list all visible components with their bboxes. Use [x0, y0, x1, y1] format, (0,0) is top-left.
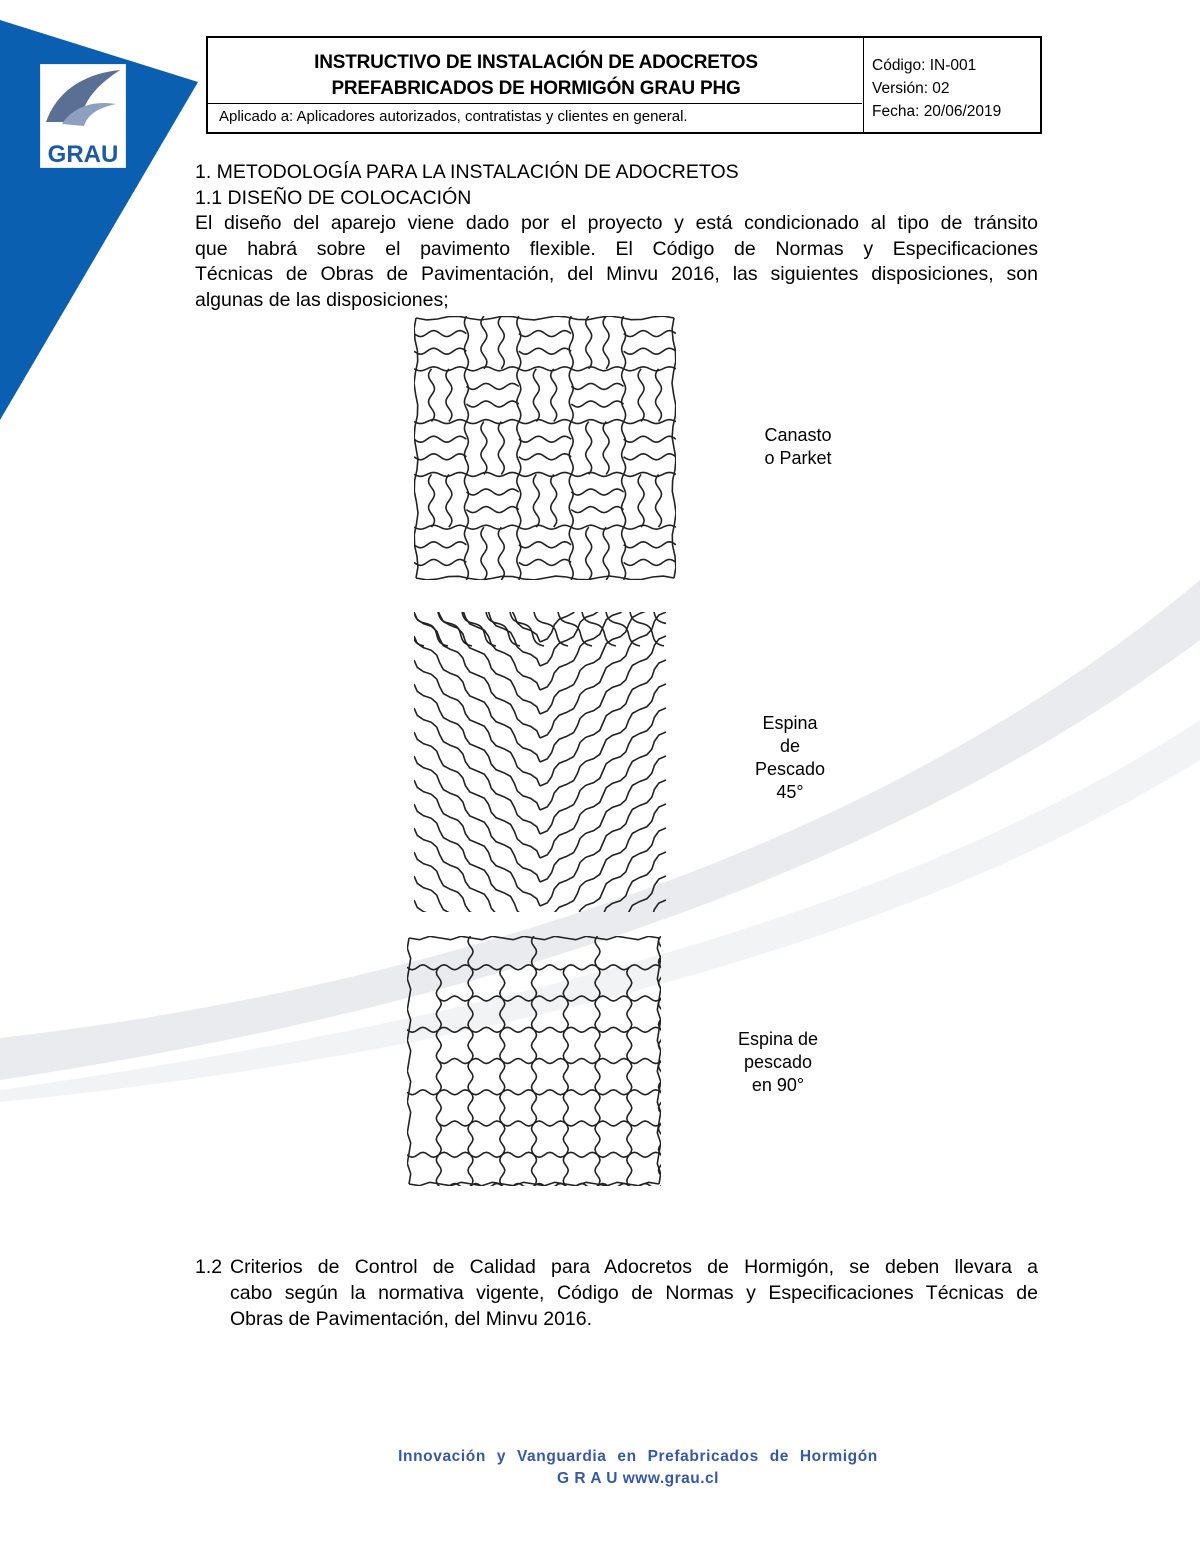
paver-joint-line — [519, 420, 571, 424]
paver-joint-line — [624, 559, 676, 565]
paver-joint-line — [571, 401, 623, 407]
section-number: 1.2 — [195, 1256, 223, 1278]
paver-joint-line — [571, 367, 623, 371]
paver-joint-line — [414, 367, 466, 371]
document-title-line-2: PREFABRICADOS DE HORMIGÓN GRAU PHG — [331, 78, 741, 99]
paver-joint-line — [466, 525, 518, 529]
paver-joint-line — [624, 348, 676, 354]
paver-joint-line — [468, 999, 473, 1062]
paver-joint-line — [481, 422, 487, 475]
paver-joint-line — [622, 369, 626, 422]
paver-joint-line — [517, 369, 521, 422]
paver-joint-line — [414, 542, 466, 548]
paver-joint-line — [519, 559, 571, 565]
paver-joint-line — [595, 999, 600, 1062]
paver-joint-line — [517, 422, 521, 475]
paver-joint-line — [466, 383, 518, 389]
paver-joint-line — [468, 1061, 473, 1124]
paver-joint-line — [519, 542, 571, 548]
basketweave-pattern-icon — [414, 316, 676, 580]
paver-joint-line — [569, 474, 573, 527]
paver-joint-line — [540, 708, 666, 834]
paver-joint-line — [414, 876, 540, 912]
paver-joint-line — [629, 1059, 661, 1064]
paver-joint-line — [414, 559, 466, 565]
paver-joint-line — [624, 420, 676, 424]
paver-joint-line — [466, 367, 518, 371]
paver-joint-line — [532, 1124, 537, 1187]
paver-joint-line — [622, 422, 626, 475]
paver-joint-line — [414, 900, 540, 912]
paver-joint-line — [438, 612, 472, 646]
paver-joint-line — [624, 454, 676, 460]
document-meta-cell — [872, 54, 1001, 123]
paver-joint-line — [466, 507, 518, 513]
paver-joint-line — [571, 525, 623, 529]
paver-joint-line — [519, 525, 571, 529]
paver-joint-line — [466, 420, 518, 424]
paver-joint-line — [540, 636, 666, 762]
paver-joint-line — [603, 422, 609, 475]
paver-joint-line — [414, 454, 466, 460]
paver-joint-line — [466, 489, 518, 495]
pattern-label-espina-45: Espina de Pescado 45° — [754, 713, 826, 802]
paver-joint-line — [502, 1121, 566, 1126]
paver-joint-line — [502, 1059, 566, 1064]
paragraph-line: cabo según la normativa vigente, Código de Normas y Especificaciones Técnicas de — [230, 1282, 1038, 1304]
paver-joint-line — [569, 527, 573, 580]
paver-joint-line — [446, 474, 452, 527]
paver-joint-line — [624, 472, 676, 476]
paver-joint-line — [468, 936, 473, 999]
paver-joint-line — [481, 316, 487, 369]
paver-joint-line — [416, 316, 674, 320]
paver-joint-line — [540, 660, 666, 786]
paver-joint-line — [407, 938, 410, 1184]
paver-joint-line — [466, 472, 518, 476]
paver-joint-line — [464, 316, 468, 369]
paver-joint-line — [603, 527, 609, 580]
paver-joint-line — [502, 996, 566, 1001]
paver-joint-line — [551, 474, 557, 527]
paver-joint-line — [595, 1061, 600, 1124]
paver-joint-line — [414, 436, 466, 442]
paver-joint-line — [446, 369, 452, 422]
paver-joint-line — [500, 1155, 505, 1186]
paver-joint-line — [540, 684, 666, 810]
paver-joint-line — [571, 472, 623, 476]
paver-joint-line — [519, 348, 571, 354]
paver-joint-line — [498, 422, 504, 475]
header-title-cell — [208, 38, 864, 132]
paver-joint-line — [624, 542, 676, 548]
paver-joint-line — [517, 474, 521, 527]
paver-joint-line — [532, 999, 537, 1062]
paver-joint-line — [624, 331, 676, 337]
paver-joint-line — [429, 474, 435, 527]
applied-to-row: Aplicado a: Aplicadores autorizados, contratistas y clientes en general. — [208, 103, 862, 132]
paver-joint-line — [540, 852, 666, 912]
paver-joint-line — [519, 472, 571, 476]
paver-joint-line — [517, 527, 521, 580]
paver-joint-line — [629, 1121, 661, 1126]
paver-joint-line — [532, 1061, 537, 1124]
paver-joint-line — [414, 348, 466, 354]
paver-joint-line — [586, 316, 592, 369]
document-code: Código: IN-001 — [872, 57, 977, 74]
logo-text: GRAU — [47, 141, 119, 168]
paver-joint-line — [532, 936, 537, 999]
paver-joint-line — [439, 1059, 503, 1064]
paver-joint-line — [569, 316, 573, 369]
paver-joint-line — [540, 732, 666, 858]
herringbone-90-pattern-icon — [407, 936, 661, 1186]
paver-joint-line — [551, 369, 557, 422]
paver-joint-line — [672, 318, 676, 578]
paver-joint-line — [533, 369, 539, 422]
document-date: Fecha: 20/06/2019 — [872, 103, 1002, 120]
paver-joint-line — [622, 474, 626, 527]
paragraph-line: Criterios de Control de Calidad para Adocretos de Hormigón, se deben llevara a — [230, 1256, 1038, 1278]
paver-joint-line — [414, 472, 466, 476]
paragraph-line: algunas de las disposiciones; — [195, 288, 449, 311]
paver-joint-line — [414, 612, 540, 666]
paver-joint-line — [466, 401, 518, 407]
paragraph-line: El diseño del aparejo viene dado por el proyecto y está condicionado al tipo de tránsito — [195, 212, 1038, 234]
paver-joint-line — [566, 1121, 630, 1126]
paver-joint-line — [464, 527, 468, 580]
section-1 — [195, 160, 1038, 313]
paver-joint-line — [414, 420, 466, 424]
paver-joint-line — [569, 369, 573, 422]
document-header — [206, 36, 1042, 134]
paver-joint-line — [439, 996, 503, 1001]
paver-joint-line — [439, 1121, 503, 1126]
paver-joint-line — [519, 367, 571, 371]
paver-joint-line — [624, 436, 676, 442]
paver-joint-line — [464, 474, 468, 527]
paver-joint-line — [656, 369, 662, 422]
footer-slogan: Innovación y Vanguardia en Prefabricados de Hormigón — [398, 1448, 878, 1465]
pattern-label-espina-90: Espina de pescado en 90° — [737, 1029, 819, 1095]
page-footer — [0, 1446, 1200, 1490]
paver-joint-line — [414, 318, 418, 578]
paver-joint-line — [414, 804, 540, 912]
section-subheading: 1.1 DISEÑO DE COLOCACIÓN — [195, 186, 472, 209]
paver-joint-line — [627, 1155, 632, 1186]
paver-joint-line — [571, 383, 623, 389]
paver-joint-line — [519, 436, 571, 442]
paver-joint-line — [624, 367, 676, 371]
paver-joint-line — [519, 454, 571, 460]
paver-joint-line — [517, 316, 521, 369]
paver-joint-line — [540, 756, 666, 882]
document-version: Versión: 02 — [872, 80, 950, 97]
paver-joint-line — [414, 828, 540, 912]
paver-joint-line — [414, 525, 466, 529]
paragraph-line: que habrá sobre el pavimento flexible. El Código de Normas y Especificaciones — [195, 237, 1038, 260]
pattern-label-canasto: Canasto o Parket — [764, 425, 832, 468]
paver-joint-line — [464, 422, 468, 475]
section-1-2-text — [230, 1254, 1038, 1332]
paver-joint-line — [603, 316, 609, 369]
paver-joint-line — [566, 1059, 630, 1064]
section-heading: 1. METODOLOGÍA PARA LA INSTALACIÓN DE ADOCRETOS — [195, 161, 739, 183]
herringbone-45-pattern-icon — [414, 612, 666, 912]
paver-joint-line — [540, 900, 666, 912]
paver-joint-line — [414, 612, 448, 646]
paver-joint-line — [586, 422, 592, 475]
paver-joint-line — [436, 1155, 441, 1186]
paver-joint-line — [540, 780, 666, 906]
paragraph-line: Técnicas de Obras de Pavimentación, del Minvu 2016, las siguientes disposiciones, son — [195, 263, 1038, 285]
paver-joint-line — [519, 331, 571, 337]
paver-joint-line — [622, 316, 626, 369]
paver-joint-line — [638, 369, 644, 422]
paver-joint-line — [586, 527, 592, 580]
paver-joint-line — [533, 474, 539, 527]
paver-joint-line — [630, 612, 664, 646]
paver-joint-line — [571, 420, 623, 424]
grau-logo — [40, 64, 126, 168]
paver-joint-line — [656, 474, 662, 527]
paragraph-line: Obras de Pavimentación, del Minvu 2016. — [230, 1308, 593, 1330]
paver-joint-line — [414, 331, 466, 337]
paver-joint-line — [498, 316, 504, 369]
paver-joint-line — [571, 489, 623, 495]
paver-joint-line — [629, 996, 661, 1001]
paver-joint-line — [464, 369, 468, 422]
paver-joint-line — [569, 422, 573, 475]
paver-joint-line — [624, 525, 676, 529]
paver-joint-line — [481, 527, 487, 580]
paver-joint-line — [566, 996, 630, 1001]
paver-joint-line — [414, 852, 540, 912]
footer-website: G R A U www.grau.cl — [557, 1470, 719, 1487]
paver-joint-line — [571, 507, 623, 513]
paver-joint-line — [622, 527, 626, 580]
paver-joint-line — [595, 936, 600, 999]
paver-joint-line — [638, 474, 644, 527]
paver-joint-line — [468, 1124, 473, 1187]
paver-joint-line — [416, 576, 674, 580]
paver-joint-line — [498, 527, 504, 580]
paver-joint-line — [595, 1124, 600, 1187]
document-title-line-1: INSTRUCTIVO DE INSTALACIÓN DE ADOCRETOS — [314, 52, 758, 73]
paver-joint-line — [563, 1155, 568, 1186]
paver-joint-line — [429, 369, 435, 422]
